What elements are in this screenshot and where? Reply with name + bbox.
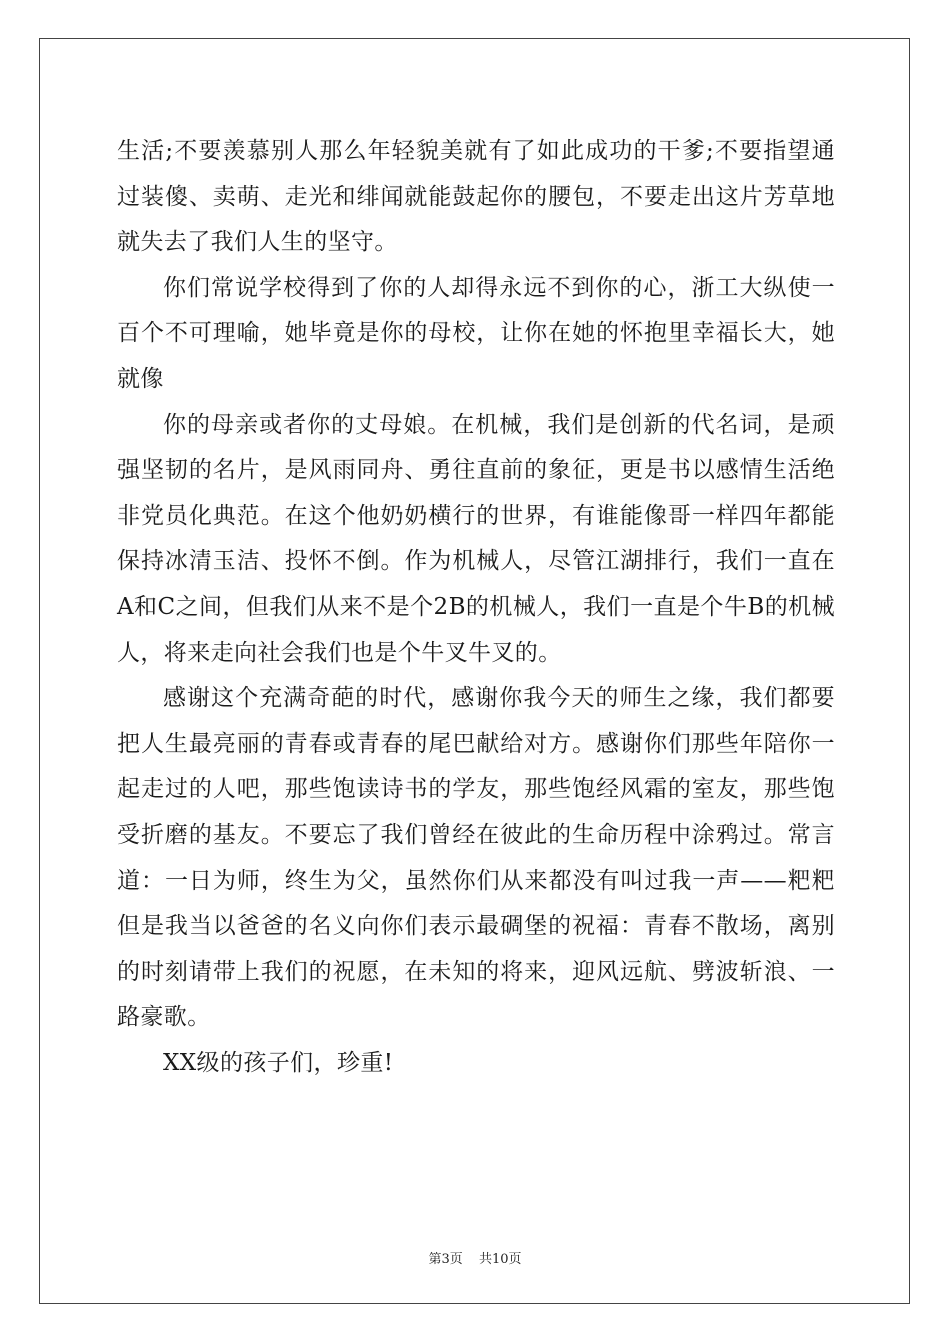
current-page-number: 第3页: [428, 1252, 463, 1267]
paragraph-3: 你的母亲或者你的丈母娘。在机械，我们是创新的代名词，是顽强坚韧的名片，是风雨同舟、勇往直前的象征，更是书以感情生活绝非党员化典范。在这个他奶奶横行的世界，有谁能像哥一样四年都能保持冰清玉洁、投怀不倒。作为机械人，尽管江湖排行，我们一直在A和C之间，但我们从来不是个2B的机械人，我们一直是个牛B的机械人，将来走向社会我们也是个牛叉牛叉的。: [117, 411, 835, 666]
page-footer: [0, 1248, 950, 1267]
paragraph-1: 生活;不要羡慕别人那么年轻貌美就有了如此成功的干爹;不要指望通过装傻、卖萌、走光和绯闻就能鼓起你的腰包，不要走出这片芳草地就失去了我们人生的坚守。: [117, 138, 835, 256]
paragraph-4: 感谢这个充满奇葩的时代，感谢你我今天的师生之缘，我们都要把人生最亮丽的青春或青春的尾巴献给对方。感谢你们那些年陪你一起走过的人吧，那些饱读诗书的学友，那些饱经风霜的室友，那些饱受折磨的基友。不要忘了我们曾经在彼此的生命历程中涂鸦过。常言道：一日为师，终生为父，虽然你们从来都没有叫过我一声——粑粑但是我当以爸爸的名义向你们表示最碉堡的祝福：青春不散场，离别的时刻请带上我们的祝愿，在未知的将来，迎风远航、劈波斩浪、一路豪歌。: [117, 685, 835, 1031]
total-page-count: 共10页: [478, 1252, 522, 1267]
paragraph-5: XX级的孩子们，珍重!: [163, 1049, 394, 1076]
paragraph-2: 你们常说学校得到了你的人却得永远不到你的心，浙工大纵使一百个不可理喻，她毕竟是你的母校，让你在她的怀抱里幸福长大，她就像: [117, 274, 835, 392]
document-body: [117, 129, 835, 1086]
